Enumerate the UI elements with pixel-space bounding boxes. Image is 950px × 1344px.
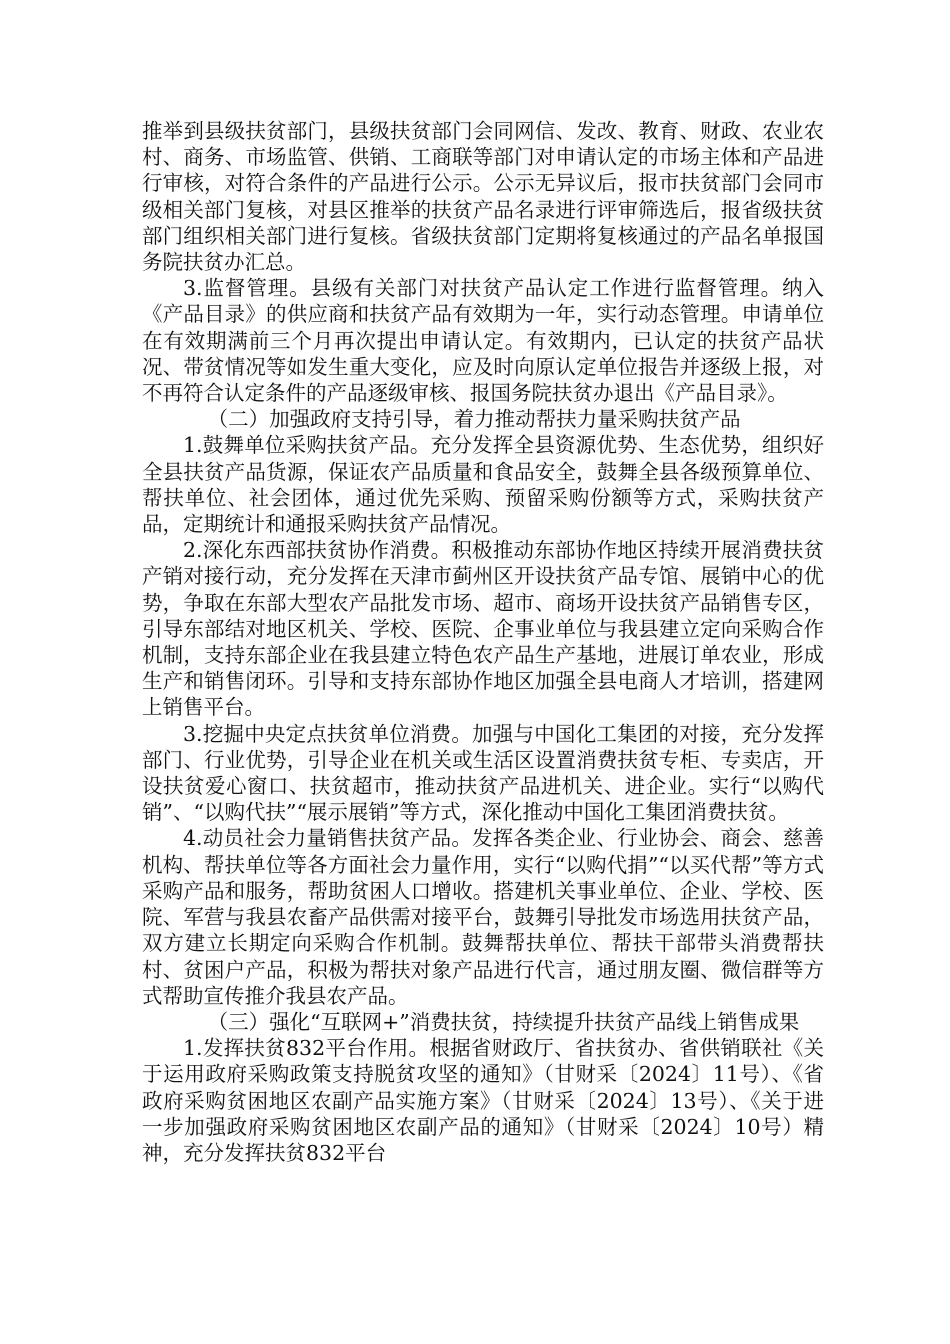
section-heading-2: （二）加强政府支持引导，着力推动帮扶力量采购扶贫产品 [207, 407, 741, 432]
paragraph-central-units: 3.挖掘中央定点扶贫单位消费。加强与中国化工集团的对接，充分发挥部门、行业优势，引导企业在机关或生活区设置消费扶贫专柜、专卖店，开设扶贫爱心窗口、扶贫超市，推动扶贫产品进机关、进企业。实行“以购代销”、“以购代扶”“展示展销”等方式，深化推动中国化工集团消费扶贫。 [142, 721, 824, 825]
section-heading-3: （三）强化“互联网+”消费扶贫，持续提升扶贫产品线上销售成果 [207, 1009, 800, 1034]
paragraph-832-platform: 1.发挥扶贫832平台作用。根据省财政厅、省扶贫办、省供销联社《关于运用政府采购政策支持脱贫攻坚的通知》（甘财采〔2024〕11号）、《省政府采购贫困地区农副产品实施方案》（甘财采〔2024〕13号）、《关于进一步加强政府采购贫困地区农副产品的通知》（甘财采〔2024〕10号）精神，充分发挥扶贫832平台 [142, 1036, 824, 1165]
paragraph-unit-procurement: 1.鼓舞单位采购扶贫产品。充分发挥全县资源优势、生态优势，组织好全县扶贫产品货源，保证农产品质量和食品安全，鼓舞全县各级预算单位、帮扶单位、社会团体，通过优先采购、预留采购份额等方式，采购扶贫产品，定期统计和通报采购扶贫产品情况。 [142, 433, 824, 537]
paragraph-social-forces: 4.动员社会力量销售扶贫产品。发挥各类企业、行业协会、商会、慈善机构、帮扶单位等各方面社会力量作用，实行“以购代捐”“以买代帮”等方式采购产品和服务，帮助贫困人口增收。搭建机关事业单位、企业、学校、医院、军营与我县农畜产品供需对接平台，鼓舞引导批发市场选用扶贫产品，双方建立长期定向采购合作机制。鼓舞帮扶单位、帮扶干部带头消费帮扶村、贫困户产品，积极为帮扶对象产品进行代言，通过朋友圈、微信群等方式帮助宣传推介我县农产品。 [142, 826, 824, 1008]
paragraph-east-west-cooperation: 2.深化东西部扶贫协作消费。积极推动东部协作地区持续开展消费扶贫产销对接行动，充分发挥在天津市蓟州区开设扶贫产品专馆、展销中心的优势，争取在东部大型农产品批发市场、超市、商场开设扶贫产品销售专区，引导东部结对地区机关、学校、医院、企事业单位与我县建立定向采购合作机制，支持东部企业在我县建立特色农产品生产基地，进展订单农业，形成生产和销售闭环。引导和支持东部协作地区加强全县电商人才培训，搭建网上销售平台。 [142, 538, 824, 720]
paragraph-supervision: 3.监督管理。县级有关部门对扶贫产品认定工作进行监督管理。纳入《产品目录》的供应商和扶贫产品有效期为一年，实行动态管理。申请单位在有效期满前三个月再次提出申请认定。有效期内，已认定的扶贫产品状况、带贫情况等如发生重大变化，应及时向原认定单位报告并逐级上报，对不再符合认定条件的产品逐级审核、报国务院扶贫办退出《产品目录》。 [142, 276, 824, 406]
paragraph-continuation: 推举到县级扶贫部门，县级扶贫部门会同网信、发改、教育、财政、农业农村、商务、市场监管、供销、工商联等部门对申请认定的市场主体和产品进行审核，对符合条件的产品进行公示。公示无异议后，报市扶贫部门会同市级相关部门复核，对县区推举的扶贫产品名录进行评审筛选后，报省级扶贫部门组织相关部门进行复核。省级扶贫部门定期将复核通过的产品名单报国务院扶贫办汇总。 [142, 119, 824, 275]
document-page [142, 118, 824, 1166]
